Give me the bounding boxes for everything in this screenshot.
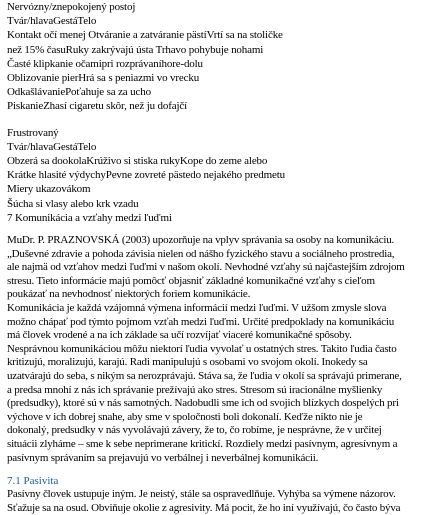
paragraph-line: situácii zlyháme – sme k sebe neprimerane kritickí. Rozdiely medzi pasívnym, agresívnym a [7, 437, 398, 450]
paragraph-line: Nesprávnou komunikáciou môžu niektorí ľudia vyvolať u ostatných stres. Takito ľudia často [7, 342, 397, 355]
paragraph-line: Komunikácia je každá vzájomná výmena informácií medzi ľuďmi. V užšom zmysle slova [7, 302, 387, 315]
paragraph-line: „Duševné zdravie a pohoda závisia nielen od nášho fyzického stavu a sociálneho prostredia, [7, 247, 395, 260]
text-line: Šúcha si vlasy alebo krk vzadu [7, 197, 139, 210]
section-heading-pasivita: 7.1 Pasivita [7, 475, 59, 488]
text-line: Nervózny/znepokojený postoj [7, 1, 136, 13]
text-line: Tvár/hlavaGestáTelo [7, 15, 97, 28]
pasivita-body [7, 488, 441, 515]
paragraph-line: MuDr. P. PRAZNOVSKÁ (2003) upozorňuje na vplyv správania sa osoby na komunikáciu. [7, 234, 395, 247]
text-line: Obzerá sa dookolaKrúživo si stiska rukyKope do zeme alebo [7, 155, 268, 168]
section-nervous-posture [7, 0, 441, 114]
text-line: Tvár/hlavaGestáTelo [7, 140, 97, 153]
text-line: Oblizovanie pierHrá sa s peniazmi vo vrecku [7, 72, 200, 85]
text-line: OdkašlávaniePoťahuje sa za ucho [7, 86, 151, 99]
text-line: Časté klipkanie očamipri rozprávaníhore-dolu [7, 57, 203, 70]
paragraph-line: Sťažuje sa na osud. Obviňuje okolie z agresivity. Má pocit, že ho iní využívajú, čo často býva [7, 501, 401, 514]
text-line: PiskanieZhasí cigaretu skôr, než ju dofajčí [7, 100, 188, 113]
section-frustrated [7, 126, 441, 225]
paragraph-line: pasívnym správaním sa prejavujú vo verbálnej i neverbálnej komunikácii. [7, 451, 319, 464]
paragraph-line: kritizujú, moralizujú, karajú. Radi manipulujú s osobami vo svojom okolí. Inokedy sa [7, 356, 368, 369]
article-body [7, 234, 441, 465]
paragraph-line: výchove v ich dobrej snahe, aby sme v spoločnosti boli dokonalí. Keďže nikto nie je [7, 410, 363, 423]
paragraph-line: a predsa mnohí z nás ich správanie prežívajú ako stres. Stresom sú iracionálne myšlienky [7, 383, 383, 396]
paragraph-line: (predsudky), ktoré sú v nás samotných. Nadobudli sme ich od svojich blízkych dospelých pri [7, 397, 399, 410]
spacer [7, 225, 441, 234]
paragraph-line: možno chápať pod týmto pojmom vzťah medzi ľuďmi. Určité predpoklady na komunikáciu [7, 315, 395, 328]
text-line: Frustrovaný [7, 126, 59, 139]
spacer [7, 114, 441, 126]
text-line: Kontakt očí menej Otváranie a zatváranie pästíVrtí sa na stoličke [7, 29, 283, 42]
paragraph-line: dokonalý, predsudky v nás vyvolávajú závery, že to, čo robíme, je nesprávne, že v určitej [7, 424, 382, 437]
paragraph-line: má človek vrodené a na ich základe sa učí rozvíjať viaceré komunikačné spôsoby. [7, 329, 352, 342]
paragraph-line: Pasívny človek ustupuje iným. Je neistý, stále sa ospravedlňuje. Vyhýba sa výmene názorov. [7, 488, 396, 501]
paragraph-line: poukázať na nevhodnosť niektorých foriem komunikácie. [7, 288, 251, 301]
text-line: Miery ukazovákom [7, 183, 91, 196]
text-line: 7 Komunikácia a vzťahy medzi ľuďmi [7, 211, 172, 224]
text-line: než 15% časuRuky zakrývajú ústa Trhavo pohybuje nohami [7, 43, 264, 56]
document-page [7, 0, 441, 515]
paragraph-line: stresu. Tieto informácie majú pomôcť objasniť základné komunikačné vzťahy s cieľom [7, 274, 375, 287]
paragraph-line: ale najmä od vzťahov medzi ľuďmi v našom okolí. Nevhodné vzťahy sú najčastejším zdrojom [7, 261, 405, 274]
paragraph-line: uzatvárajú do seba, s nikým sa nerozprávajú. Stáva sa, že ľudia v okolí sa správajú primerane, [7, 369, 402, 382]
text-line: Krátke hlasité výdychyPevne zovreté pästedo nejakého predmetu [7, 169, 285, 182]
